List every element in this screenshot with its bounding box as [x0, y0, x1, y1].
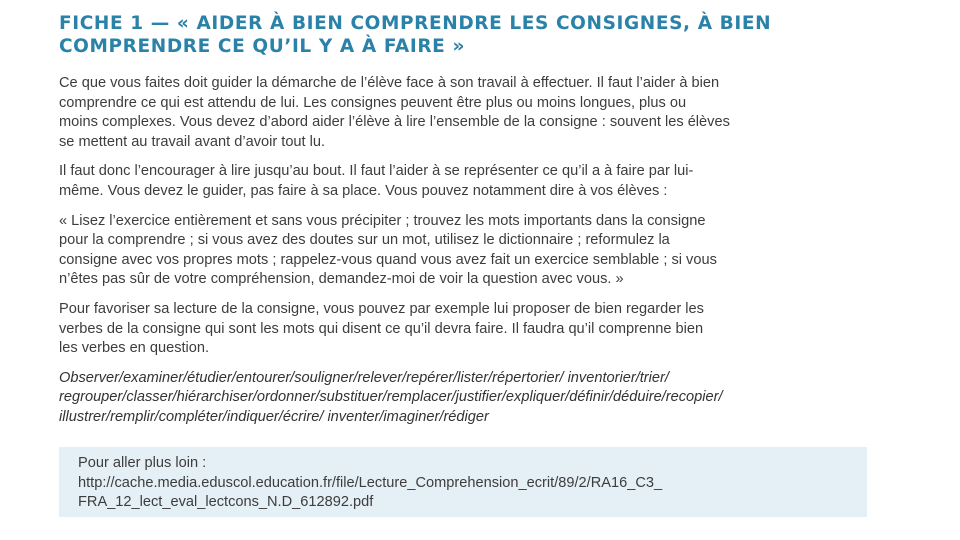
paragraph-line: les verbes en question.: [59, 340, 210, 357]
verbs-line: regrouper/classer/hiérarchiser/ordonner/substituer/remplacer/justifier/expliquer/définir/déduire/recopier/: [59, 389, 723, 406]
further-reading-heading: Pour aller plus loin :: [78, 455, 207, 471]
paragraph-line: n’êtes pas sûr de votre compréhension, demandez-moi de voir la question avec vous. »: [59, 271, 624, 288]
verbs-line: illustrer/remplir/compléter/indiquer/écrire/ inventer/imaginer/rédiger: [59, 408, 489, 425]
verbs-list: [59, 369, 874, 428]
paragraph-line: se mettent au travail avant d’avoir tout lu.: [59, 133, 326, 150]
document-page: [59, 12, 874, 438]
link-line-1: http://cache.media.eduscol.education.fr/file/Lecture_Comprehension_ecrit/89/2/RA16_C3_: [78, 474, 663, 491]
body-text: [59, 74, 874, 428]
further-reading-box: [59, 447, 867, 517]
link-line-2: FRA_12_lect_eval_lectcons_N.D_612892.pdf: [78, 494, 374, 511]
paragraph-encourage: [59, 162, 874, 201]
paragraph-quote: [59, 212, 874, 290]
paragraph-verbs-intro: [59, 300, 874, 359]
verbs-line: Observer/examiner/étudier/entourer/souligner/relever/repérer/lister/répertorier/ inventorier/trier/: [59, 369, 669, 386]
fiche-title: [59, 12, 874, 58]
paragraph-line: pour la comprendre ; si vous avez des doutes sur un mot, utilisez le dictionnaire ; reformulez la: [59, 232, 670, 249]
paragraph-line: même. Vous devez le guider, pas faire à sa place. Vous pouvez notamment dire à vos élèves :: [59, 182, 668, 199]
paragraph-line: « Lisez l’exercice entièrement et sans vous précipiter ; trouvez les mots importants dans la consigne: [59, 212, 706, 229]
eduscol-link-continued[interactable]: [78, 493, 867, 513]
title-line-1: FICHE 1 — « AIDER À BIEN COMPRENDRE LES CONSIGNES, À BIEN: [59, 13, 772, 34]
paragraph-line: verbes de la consigne qui sont les mots qui disent ce qu’il devra faire. Il faudra qu’il comprenne bien: [59, 320, 704, 337]
paragraph-line: moins complexes. Vous devez d’abord aider l’élève à lire l’ensemble de la consigne : souvent les élèves: [59, 114, 730, 131]
paragraph-line: consigne avec vos propres mots ; rappelez-vous quand vous avez fait un exercice semblable ; si vous: [59, 251, 717, 268]
paragraph-line: Il faut donc l’encourager à lire jusqu’au bout. Il faut l’aider à se représenter ce qu’il a à faire par lui-: [59, 163, 694, 180]
paragraph-intro: [59, 74, 874, 152]
paragraph-line: Ce que vous faites doit guider la démarche de l’élève face à son travail à effectuer. Il faut l’aider à bien: [59, 75, 720, 91]
title-line-2: COMPRENDRE CE QU’IL Y A À FAIRE »: [59, 36, 466, 57]
paragraph-line: Pour favoriser sa lecture de la consigne, vous pouvez par exemple lui proposer de bien regarder les: [59, 300, 704, 317]
eduscol-link[interactable]: [78, 474, 867, 494]
paragraph-line: comprendre ce qui est attendu de lui. Les consignes peuvent être plus ou moins longues, plus ou: [59, 94, 687, 111]
